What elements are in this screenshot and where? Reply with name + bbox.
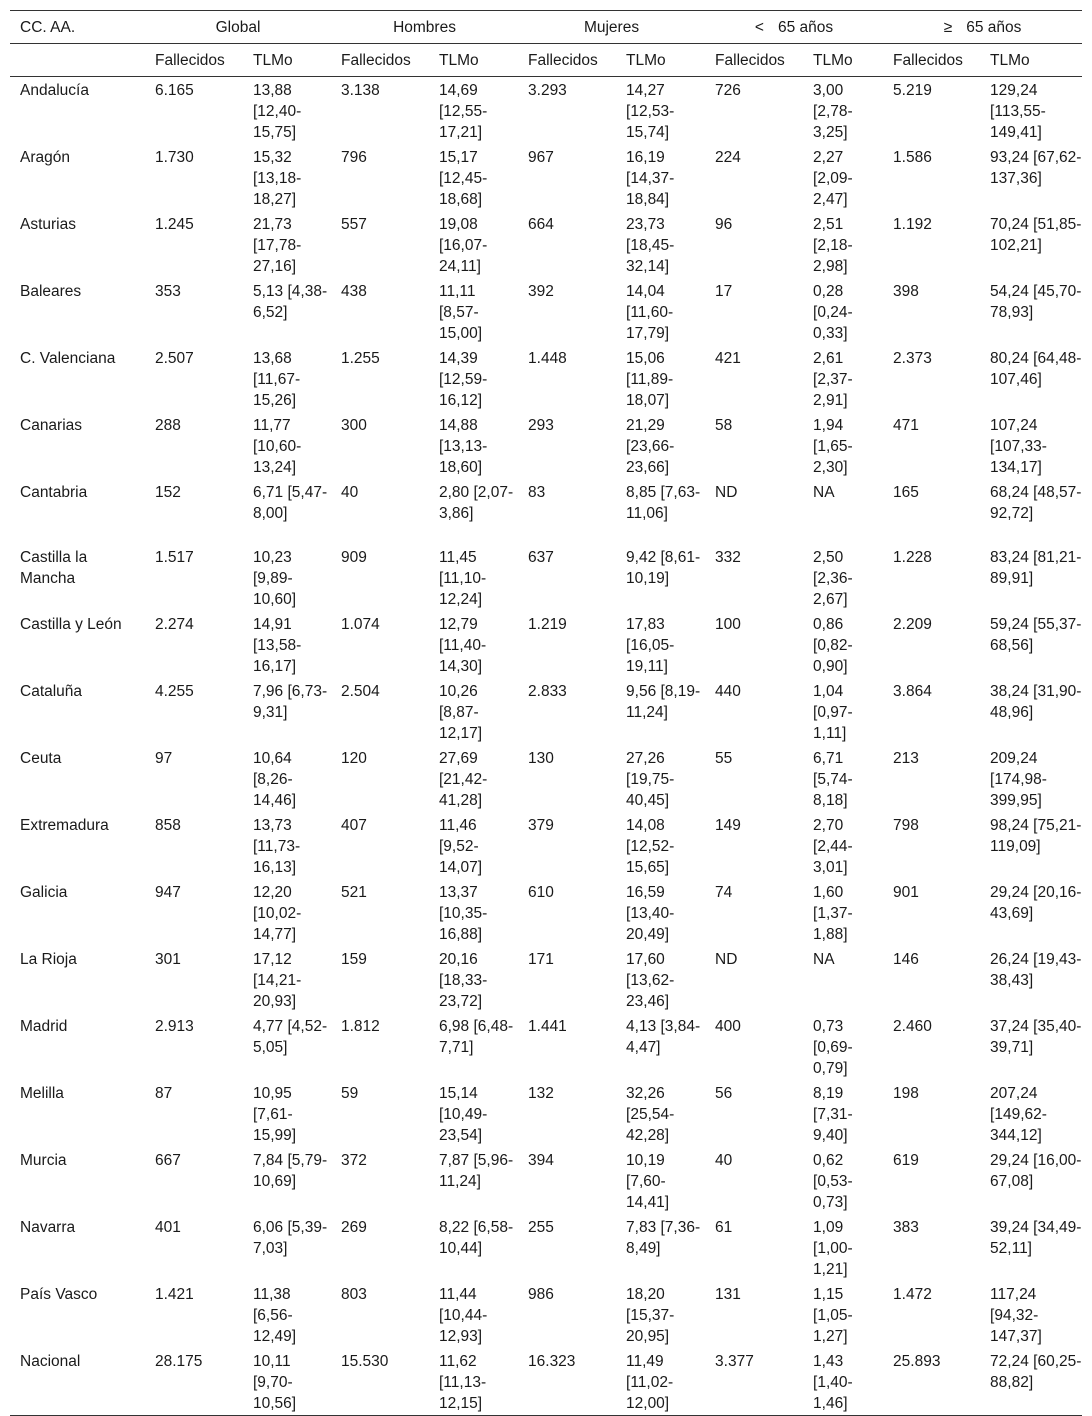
cell-under65-deaths: 74 xyxy=(715,884,733,901)
cell-men-rate: 20,16 [18,33-23,72] xyxy=(439,951,488,1010)
cell-region: Navarra xyxy=(20,1219,76,1236)
cell-under65-deaths: 55 xyxy=(715,750,733,767)
table-row xyxy=(10,144,1082,211)
cell-region: Madrid xyxy=(20,1018,68,1035)
cell-under65-deaths: ND xyxy=(715,484,738,501)
cell-over65-rate: 72,24 [60,25-88,82] xyxy=(980,1348,1082,1416)
cell-under65-deaths: 17 xyxy=(715,283,733,300)
greater-equal-symbol: ≥ xyxy=(943,18,953,36)
cell-over65-rate: 39,24 [34,49-52,11] xyxy=(990,1219,1082,1257)
cell-over65-deaths: 5.219 xyxy=(893,82,932,99)
table-row xyxy=(10,946,1082,1013)
group-header-men: Hombres xyxy=(331,11,518,44)
cell-over65-deaths: 2.209 xyxy=(893,616,932,633)
cell-over65-rate: 54,24 [45,70-78,93] xyxy=(990,283,1082,321)
cell-men-rate: 14,88 [13,13-18,60] xyxy=(439,417,488,476)
cell-over65-deaths: 398 xyxy=(893,283,919,300)
cell-global-deaths: 1.730 xyxy=(155,149,194,166)
table-row xyxy=(10,77,1082,145)
cell-region: Murcia xyxy=(20,1152,67,1169)
cell-men-deaths: 557 xyxy=(341,216,367,233)
cell-men-rate: 27,69 [21,42-41,28] xyxy=(439,750,488,809)
cell-region: Baleares xyxy=(20,283,82,300)
cell-under65-rate: NA xyxy=(813,951,835,968)
cell-men-rate: 6,98 [6,48-7,71] xyxy=(439,1018,514,1056)
sub-header-rate: TLMo xyxy=(429,44,518,77)
cell-men-deaths: 1.074 xyxy=(341,616,380,633)
cell-women-deaths: 637 xyxy=(528,549,554,566)
cell-under65-rate: 3,00 [2,78-3,25] xyxy=(813,82,853,141)
cell-women-deaths: 986 xyxy=(528,1286,554,1303)
cell-under65-deaths: 149 xyxy=(715,817,741,834)
cell-under65-deaths: 40 xyxy=(715,1152,733,1169)
cell-women-deaths: 1.448 xyxy=(528,350,567,367)
table-row xyxy=(10,278,1082,345)
cell-men-deaths: 269 xyxy=(341,1219,367,1236)
cell-men-rate: 10,26 [8,87-12,17] xyxy=(439,683,483,742)
cell-men-rate: 14,39 [12,59-16,12] xyxy=(439,350,488,409)
cell-over65-rate: 207,24 [149,62-344,12] xyxy=(990,1085,1047,1144)
cell-under65-deaths: ND xyxy=(715,951,738,968)
cell-women-rate: 16,59 [13,40-20,49] xyxy=(626,884,675,943)
cell-under65-deaths: 131 xyxy=(715,1286,741,1303)
cell-global-rate: 7,84 [5,79-10,69] xyxy=(253,1152,328,1190)
cell-over65-rate: 83,24 [81,21-89,91] xyxy=(990,549,1082,587)
table-row xyxy=(10,1147,1082,1214)
cell-global-deaths: 401 xyxy=(155,1219,181,1236)
cell-over65-deaths: 25.893 xyxy=(883,1348,980,1416)
cell-under65-rate: 8,19 [7,31-9,40] xyxy=(813,1085,853,1144)
cell-global-rate: 5,13 [4,38-6,52] xyxy=(253,283,328,321)
sub-header-deaths: Fallecidos xyxy=(705,44,803,77)
cell-under65-deaths: 3.377 xyxy=(705,1348,803,1416)
cell-women-rate: 10,19 [7,60-14,41] xyxy=(626,1152,670,1211)
cell-global-deaths: 288 xyxy=(155,417,181,434)
cell-men-rate: 11,45 [11,10-12,24] xyxy=(439,549,487,608)
cell-region: Cantabria xyxy=(20,484,88,501)
cell-over65-rate: 59,24 [55,37-68,56] xyxy=(990,616,1082,654)
table-row xyxy=(10,345,1082,412)
cell-global-deaths: 667 xyxy=(155,1152,181,1169)
cell-over65-deaths: 383 xyxy=(893,1219,919,1236)
cell-under65-deaths: 400 xyxy=(715,1018,741,1035)
cell-over65-deaths: 798 xyxy=(893,817,919,834)
cell-global-rate: 13,73 [11,73-16,13] xyxy=(253,817,301,876)
cell-global-rate: 10,64 [8,26-14,46] xyxy=(253,750,297,809)
cell-global-rate: 6,06 [5,39-7,03] xyxy=(253,1219,328,1257)
cell-under65-rate: 0,73 [0,69-0,79] xyxy=(813,1018,853,1077)
cell-over65-rate: 107,24 [107,33-134,17] xyxy=(990,417,1047,476)
cell-region: Castilla y León xyxy=(20,616,122,633)
cell-men-rate: 19,08 [16,07-24,11] xyxy=(439,216,488,275)
cell-women-rate: 15,06 [11,89-18,07] xyxy=(626,350,674,409)
cell-women-deaths: 132 xyxy=(528,1085,554,1102)
cell-women-rate: 27,26 [19,75-40,45] xyxy=(626,750,675,809)
cell-over65-rate: 129,24 [113,55-149,41] xyxy=(990,82,1046,141)
cell-men-deaths: 120 xyxy=(341,750,367,767)
cell-men-deaths: 40 xyxy=(341,484,359,501)
cell-global-deaths: 152 xyxy=(155,484,181,501)
cell-women-deaths: 664 xyxy=(528,216,554,233)
header-row-groups xyxy=(10,11,1082,44)
cell-over65-deaths: 901 xyxy=(893,884,919,901)
cell-men-deaths: 300 xyxy=(341,417,367,434)
sub-header-rate: TLMo xyxy=(243,44,331,77)
cell-over65-deaths: 2.373 xyxy=(893,350,932,367)
cell-men-rate: 11,62 [11,13-12,15] xyxy=(429,1348,518,1416)
cell-men-deaths: 909 xyxy=(341,549,367,566)
sub-header-deaths: Fallecidos xyxy=(331,44,429,77)
cell-global-deaths: 947 xyxy=(155,884,181,901)
cell-men-rate: 2,80 [2,07-3,86] xyxy=(439,484,514,522)
group-header-under-65 xyxy=(705,11,883,44)
cell-women-rate: 8,85 [7,63-11,06] xyxy=(626,484,701,522)
cell-global-deaths: 1.421 xyxy=(155,1286,194,1303)
cell-under65-rate: 2,50 [2,36-2,67] xyxy=(813,549,853,608)
cell-region: Ceuta xyxy=(20,750,62,767)
cell-global-rate: 4,77 [4,52-5,05] xyxy=(253,1018,328,1056)
cell-under65-rate: 1,94 [1,65-2,30] xyxy=(813,417,853,476)
region-header: CC. AA. xyxy=(10,11,145,44)
cell-men-rate: 15,14 [10,49-23,54] xyxy=(439,1085,488,1144)
cell-women-rate: 14,27 [12,53-15,74] xyxy=(626,82,675,141)
cell-under65-deaths: 421 xyxy=(715,350,741,367)
group-header-over-65-label: 65 años xyxy=(966,18,1022,36)
cell-men-deaths: 1.812 xyxy=(341,1018,380,1035)
sub-header-deaths: Fallecidos xyxy=(145,44,243,77)
header-row-sub xyxy=(10,44,1082,77)
cell-under65-deaths: 332 xyxy=(715,549,741,566)
cell-over65-rate: 117,24 [94,32-147,37] xyxy=(990,1286,1042,1345)
cell-women-rate: 9,56 [8,19-11,24] xyxy=(626,683,701,721)
cell-women-deaths: 255 xyxy=(528,1219,554,1236)
cell-under65-rate: 1,60 [1,37-1,88] xyxy=(813,884,853,943)
cell-global-rate: 11,38 [6,56-12,49] xyxy=(253,1286,297,1345)
cell-men-rate: 12,79 [11,40-14,30] xyxy=(439,616,487,675)
mortality-table-container xyxy=(10,10,1082,1416)
cell-global-rate: 10,11 [9,70-10,56] xyxy=(243,1348,331,1416)
cell-men-deaths: 521 xyxy=(341,884,367,901)
table-row xyxy=(10,1013,1082,1080)
cell-over65-deaths: 198 xyxy=(893,1085,919,1102)
cell-over65-deaths: 1.228 xyxy=(893,549,932,566)
cell-men-deaths: 1.255 xyxy=(341,350,380,367)
group-header-global: Global xyxy=(145,11,331,44)
sub-header-empty xyxy=(10,44,145,77)
cell-global-deaths: 2.913 xyxy=(155,1018,194,1035)
cell-women-deaths: 293 xyxy=(528,417,554,434)
cell-over65-rate: 80,24 [64,48-107,46] xyxy=(990,350,1082,388)
cell-women-rate: 17,60 [13,62-23,46] xyxy=(626,951,675,1010)
cell-over65-rate: 37,24 [35,40-39,71] xyxy=(990,1018,1082,1056)
cell-men-deaths: 438 xyxy=(341,283,367,300)
cell-women-rate: 16,19 [14,37-18,84] xyxy=(626,149,675,208)
cell-region: Canarias xyxy=(20,417,83,434)
cell-men-deaths: 803 xyxy=(341,1286,367,1303)
cell-global-deaths: 28.175 xyxy=(145,1348,243,1416)
cell-global-deaths: 6.165 xyxy=(155,82,194,99)
cell-global-rate: 15,32 [13,18-18,27] xyxy=(253,149,302,208)
cell-under65-deaths: 58 xyxy=(715,417,733,434)
cell-under65-rate: 0,62 [0,53-0,73] xyxy=(813,1152,853,1211)
cell-region: País Vasco xyxy=(20,1286,98,1303)
cell-men-rate: 14,69 [12,55-17,21] xyxy=(439,82,488,141)
sub-header-rate: TLMo xyxy=(616,44,705,77)
cell-global-rate: 17,12 [14,21-20,93] xyxy=(253,951,302,1010)
table-row xyxy=(10,1214,1082,1281)
cell-global-deaths: 87 xyxy=(155,1085,173,1102)
cell-global-rate: 21,73 [17,78-27,16] xyxy=(253,216,302,275)
cell-global-rate: 12,20 [10,02-14,77] xyxy=(253,884,302,943)
cell-region: Melilla xyxy=(20,1085,64,1102)
table-row xyxy=(10,745,1082,812)
cell-under65-rate: 1,15 [1,05-1,27] xyxy=(813,1286,853,1345)
cell-men-rate: 11,11 [8,57-15,00] xyxy=(439,283,483,342)
cell-men-rate: 13,37 [10,35-16,88] xyxy=(439,884,488,943)
cell-men-rate: 8,22 [6,58-10,44] xyxy=(439,1219,514,1257)
cell-under65-deaths: 224 xyxy=(715,149,741,166)
table-row xyxy=(10,812,1082,879)
cell-over65-rate: 93,24 [67,62-137,36] xyxy=(990,149,1082,187)
cell-men-deaths: 407 xyxy=(341,817,367,834)
cell-women-deaths: 392 xyxy=(528,283,554,300)
cell-under65-deaths: 100 xyxy=(715,616,741,633)
cell-men-rate: 11,46 [9,52-14,07] xyxy=(439,817,483,876)
table-body xyxy=(10,77,1082,1416)
cell-over65-deaths: 1.586 xyxy=(893,149,932,166)
cell-global-rate: 11,77 [10,60-13,24] xyxy=(253,417,302,476)
cell-men-deaths: 2.504 xyxy=(341,683,380,700)
table-row xyxy=(10,879,1082,946)
cell-global-rate: 7,96 [6,73-9,31] xyxy=(253,683,328,721)
cell-global-rate: 13,88 [12,40-15,75] xyxy=(253,82,302,141)
cell-women-deaths: 83 xyxy=(528,484,546,501)
cell-women-rate: 4,13 [3,84-4,47] xyxy=(626,1018,701,1056)
cell-global-deaths: 2.274 xyxy=(155,616,194,633)
cell-men-rate: 7,87 [5,96-11,24] xyxy=(439,1152,514,1190)
cell-over65-deaths: 165 xyxy=(893,484,919,501)
cell-region: Aragón xyxy=(20,149,70,166)
cell-over65-rate: 29,24 [16,00-67,08] xyxy=(990,1152,1082,1190)
cell-women-deaths: 610 xyxy=(528,884,554,901)
cell-women-deaths: 3.293 xyxy=(528,82,567,99)
cell-over65-rate: 70,24 [51,85-102,21] xyxy=(990,216,1082,254)
cell-women-deaths: 2.833 xyxy=(528,683,567,700)
group-header-over-65 xyxy=(883,11,1082,44)
cell-men-deaths: 59 xyxy=(341,1085,359,1102)
cell-women-rate: 14,04 [11,60-17,79] xyxy=(626,283,674,342)
cell-under65-deaths: 56 xyxy=(715,1085,733,1102)
cell-women-rate: 32,26 [25,54-42,28] xyxy=(626,1085,675,1144)
cell-global-deaths: 1.245 xyxy=(155,216,194,233)
cell-under65-rate: 2,61 [2,37-2,91] xyxy=(813,350,853,409)
less-than-symbol: < xyxy=(754,18,764,36)
cell-over65-rate: 209,24 [174,98-399,95] xyxy=(990,750,1047,809)
cell-women-rate: 11,49 [11,02-12,00] xyxy=(616,1348,705,1416)
cell-under65-rate: 6,71 [5,74-8,18] xyxy=(813,750,853,809)
sub-header-deaths: Fallecidos xyxy=(883,44,980,77)
cell-region: C. Valenciana xyxy=(20,350,116,367)
cell-under65-rate: 2,27 [2,09-2,47] xyxy=(813,149,853,208)
cell-global-rate: 6,71 [5,47-8,00] xyxy=(253,484,328,522)
sub-header-rate: TLMo xyxy=(980,44,1082,77)
table-row xyxy=(10,479,1082,544)
cell-under65-rate: 2,70 [2,44-3,01] xyxy=(813,817,853,876)
cell-women-rate: 23,73 [18,45-32,14] xyxy=(626,216,675,275)
cell-women-rate: 17,83 [16,05-19,11] xyxy=(626,616,675,675)
cell-region: Extremadura xyxy=(20,817,109,834)
cell-women-rate: 14,08 [12,52-15,65] xyxy=(626,817,675,876)
cell-global-deaths: 2.507 xyxy=(155,350,194,367)
cell-over65-rate: 38,24 [31,90-48,96] xyxy=(990,683,1082,721)
cell-women-deaths: 171 xyxy=(528,951,554,968)
cell-women-deaths: 967 xyxy=(528,149,554,166)
cell-women-rate: 7,83 [7,36-8,49] xyxy=(626,1219,701,1257)
group-header-women: Mujeres xyxy=(518,11,705,44)
cell-over65-deaths: 1.192 xyxy=(893,216,932,233)
cell-under65-rate: 0,28 [0,24-0,33] xyxy=(813,283,853,342)
cell-women-rate: 21,29 [23,66-23,66] xyxy=(626,417,675,476)
cell-under65-rate: 1,04 [0,97-1,11] xyxy=(813,683,853,742)
cell-men-deaths: 159 xyxy=(341,951,367,968)
cell-over65-rate: 68,24 [48,57-92,72] xyxy=(990,484,1082,522)
table-row xyxy=(10,211,1082,278)
table-row xyxy=(10,412,1082,479)
cell-women-deaths: 16.323 xyxy=(518,1348,616,1416)
cell-region: La Rioja xyxy=(20,951,77,968)
cell-under65-rate: 2,51 [2,18-2,98] xyxy=(813,216,853,275)
cell-over65-deaths: 213 xyxy=(893,750,919,767)
table-row xyxy=(10,1281,1082,1348)
sub-header-rate: TLMo xyxy=(803,44,883,77)
cell-global-deaths: 858 xyxy=(155,817,181,834)
cell-global-deaths: 301 xyxy=(155,951,181,968)
cell-over65-deaths: 471 xyxy=(893,417,919,434)
cell-over65-deaths: 2.460 xyxy=(893,1018,932,1035)
cell-global-rate: 10,95 [7,61-15,99] xyxy=(253,1085,297,1144)
cell-global-deaths: 97 xyxy=(155,750,173,767)
cell-global-rate: 13,68 [11,67-15,26] xyxy=(253,350,301,409)
cell-over65-rate: 98,24 [75,21-119,09] xyxy=(990,817,1082,855)
mortality-table xyxy=(10,10,1082,1416)
cell-under65-deaths: 726 xyxy=(715,82,741,99)
cell-region: Andalucía xyxy=(20,82,89,99)
cell-global-deaths: 4.255 xyxy=(155,683,194,700)
table-row xyxy=(10,1080,1082,1147)
cell-men-deaths: 15.530 xyxy=(331,1348,429,1416)
cell-men-rate: 15,17 [12,45-18,68] xyxy=(439,149,488,208)
cell-men-deaths: 372 xyxy=(341,1152,367,1169)
cell-women-deaths: 1.441 xyxy=(528,1018,567,1035)
cell-under65-deaths: 440 xyxy=(715,683,741,700)
cell-men-rate: 11,44 [10,44-12,93] xyxy=(439,1286,488,1345)
cell-men-deaths: 796 xyxy=(341,149,367,166)
cell-over65-rate: 26,24 [19,43-38,43] xyxy=(990,951,1082,989)
cell-region: Nacional xyxy=(10,1348,145,1416)
cell-women-deaths: 394 xyxy=(528,1152,554,1169)
group-header-under-65-label: 65 años xyxy=(777,18,834,36)
table-row xyxy=(10,1348,1082,1416)
cell-women-deaths: 1.219 xyxy=(528,616,567,633)
cell-region: Asturias xyxy=(20,216,76,233)
table-row xyxy=(10,611,1082,678)
cell-global-rate: 14,91 [13,58-16,17] xyxy=(253,616,302,675)
cell-global-deaths: 353 xyxy=(155,283,181,300)
cell-women-rate: 18,20 [15,37-20,95] xyxy=(626,1286,675,1345)
sub-header-deaths: Fallecidos xyxy=(518,44,616,77)
cell-under65-rate: NA xyxy=(813,484,835,501)
cell-under65-rate: 1,43 [1,40-1,46] xyxy=(803,1348,883,1416)
cell-over65-rate: 29,24 [20,16-43,69] xyxy=(990,884,1082,922)
cell-over65-deaths: 1.472 xyxy=(893,1286,932,1303)
cell-under65-rate: 0,86 [0,82-0,90] xyxy=(813,616,853,675)
cell-global-rate: 10,23 [9,89-10,60] xyxy=(253,549,297,608)
table-row xyxy=(10,544,1082,611)
cell-under65-deaths: 61 xyxy=(715,1219,733,1236)
cell-global-deaths: 1.517 xyxy=(155,549,194,566)
cell-under65-rate: 1,09 [1,00-1,21] xyxy=(813,1219,853,1278)
cell-women-deaths: 379 xyxy=(528,817,554,834)
cell-over65-deaths: 619 xyxy=(893,1152,919,1169)
cell-region: Cataluña xyxy=(20,683,83,700)
cell-women-rate: 9,42 [8,61-10,19] xyxy=(626,549,701,587)
cell-region: Galicia xyxy=(20,884,68,901)
table-row xyxy=(10,678,1082,745)
cell-women-deaths: 130 xyxy=(528,750,554,767)
cell-under65-deaths: 96 xyxy=(715,216,733,233)
cell-region: Castilla la Mancha xyxy=(20,549,88,587)
cell-over65-deaths: 146 xyxy=(893,951,919,968)
cell-over65-deaths: 3.864 xyxy=(893,683,932,700)
cell-men-deaths: 3.138 xyxy=(341,82,380,99)
